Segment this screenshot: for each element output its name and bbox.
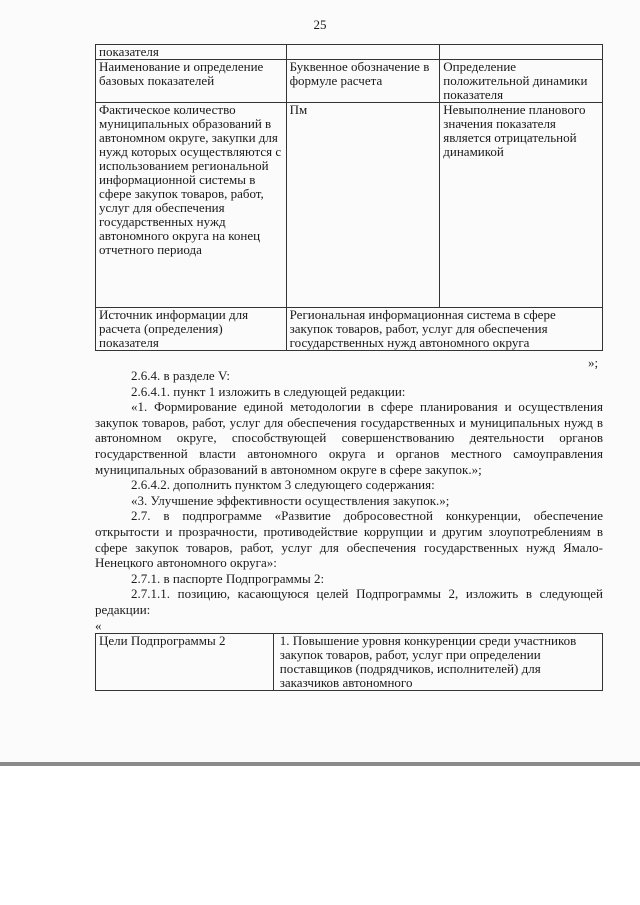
table-cell: Региональная информационная система в сфере закупок товаров, работ, услуг для обеспечения государственных нужд автономного округа (286, 308, 602, 351)
table-cell: Пм (286, 103, 440, 308)
paragraph: «1. Формирование единой методологии в сфере планирования и осуществления закупок товаров, работ, услуг для обеспечения государственных и муниципальных нужд в автономном округе, способствующей совершенствованию деятельности органов государственной власти автономного округа и органов местного самоуправления муниципальных образований в автономном округе в сфере закупок.»; (95, 399, 603, 477)
table-cell: показателя (96, 45, 287, 60)
table-row (96, 103, 603, 308)
table-header-row (96, 60, 603, 103)
paragraph: 2.7.1. в паспорте Подпрограммы 2: (131, 570, 325, 586)
page-edge (0, 762, 640, 766)
paragraph: 2.7. в подпрограмме «Развитие добросовестной конкуренции, обеспечение открытости и прозрачности, противодействие коррупции и другим злоупотреблениям в сфере закупок товаров, работ, услуг для обеспечения государственных нужд Ямало-Ненецкого автономного округа»: (95, 508, 603, 571)
table-header-cell: Буквенное обозначение в формуле расчета (286, 60, 440, 103)
goals-table (95, 633, 603, 691)
table-cell: Цели Подпрограммы 2 (96, 634, 274, 691)
closing-quote: »; (588, 355, 599, 370)
table-row (96, 634, 603, 691)
paragraph: 2.6.4.1. пункт 1 изложить в следующей редакции: (131, 383, 406, 399)
table-cell: Источник информации для расчета (определения) показателя (96, 308, 287, 351)
table-cell: 1. Повышение уровня конкуренции среди участников закупок товаров, работ, услуг при определении поставщиков (подрядчиков, исполнителей) для заказчиков автономного (273, 634, 602, 691)
paragraph: 2.6.4. в разделе V: (131, 368, 230, 383)
paragraph: «3. Улучшение эффективности осуществления закупок.»; (131, 492, 450, 508)
paragraph: 2.6.4.2. дополнить пунктом 3 следующего содержания: (131, 477, 435, 493)
document-body (95, 368, 603, 633)
page-number: 25 (313, 17, 327, 32)
table-row (96, 308, 603, 351)
paragraph: 2.7.1.1. позицию, касающуюся целей Подпрограммы 2, изложить в следующей редакции: (95, 586, 603, 617)
table-row (96, 45, 603, 60)
table-cell: Невыполнение планового значения показателя является отрицательной динамикой (440, 103, 603, 308)
table-cell (286, 45, 440, 60)
table-cell (440, 45, 603, 60)
paragraph: « (95, 617, 102, 633)
table-header-cell: Наименование и определение базовых показателей (96, 60, 287, 103)
table-cell: Фактическое количество муниципальных образований в автономном округе, закупки для нужд которых осуществляются с использованием региональной информационной системы в сфере закупок товаров, работ, услуг для обеспечения государственных нужд автономного округа на конец отчетного периода (96, 103, 287, 308)
table-header-cell: Определение положительной динамики показателя (440, 60, 603, 103)
indicator-table (95, 44, 603, 351)
